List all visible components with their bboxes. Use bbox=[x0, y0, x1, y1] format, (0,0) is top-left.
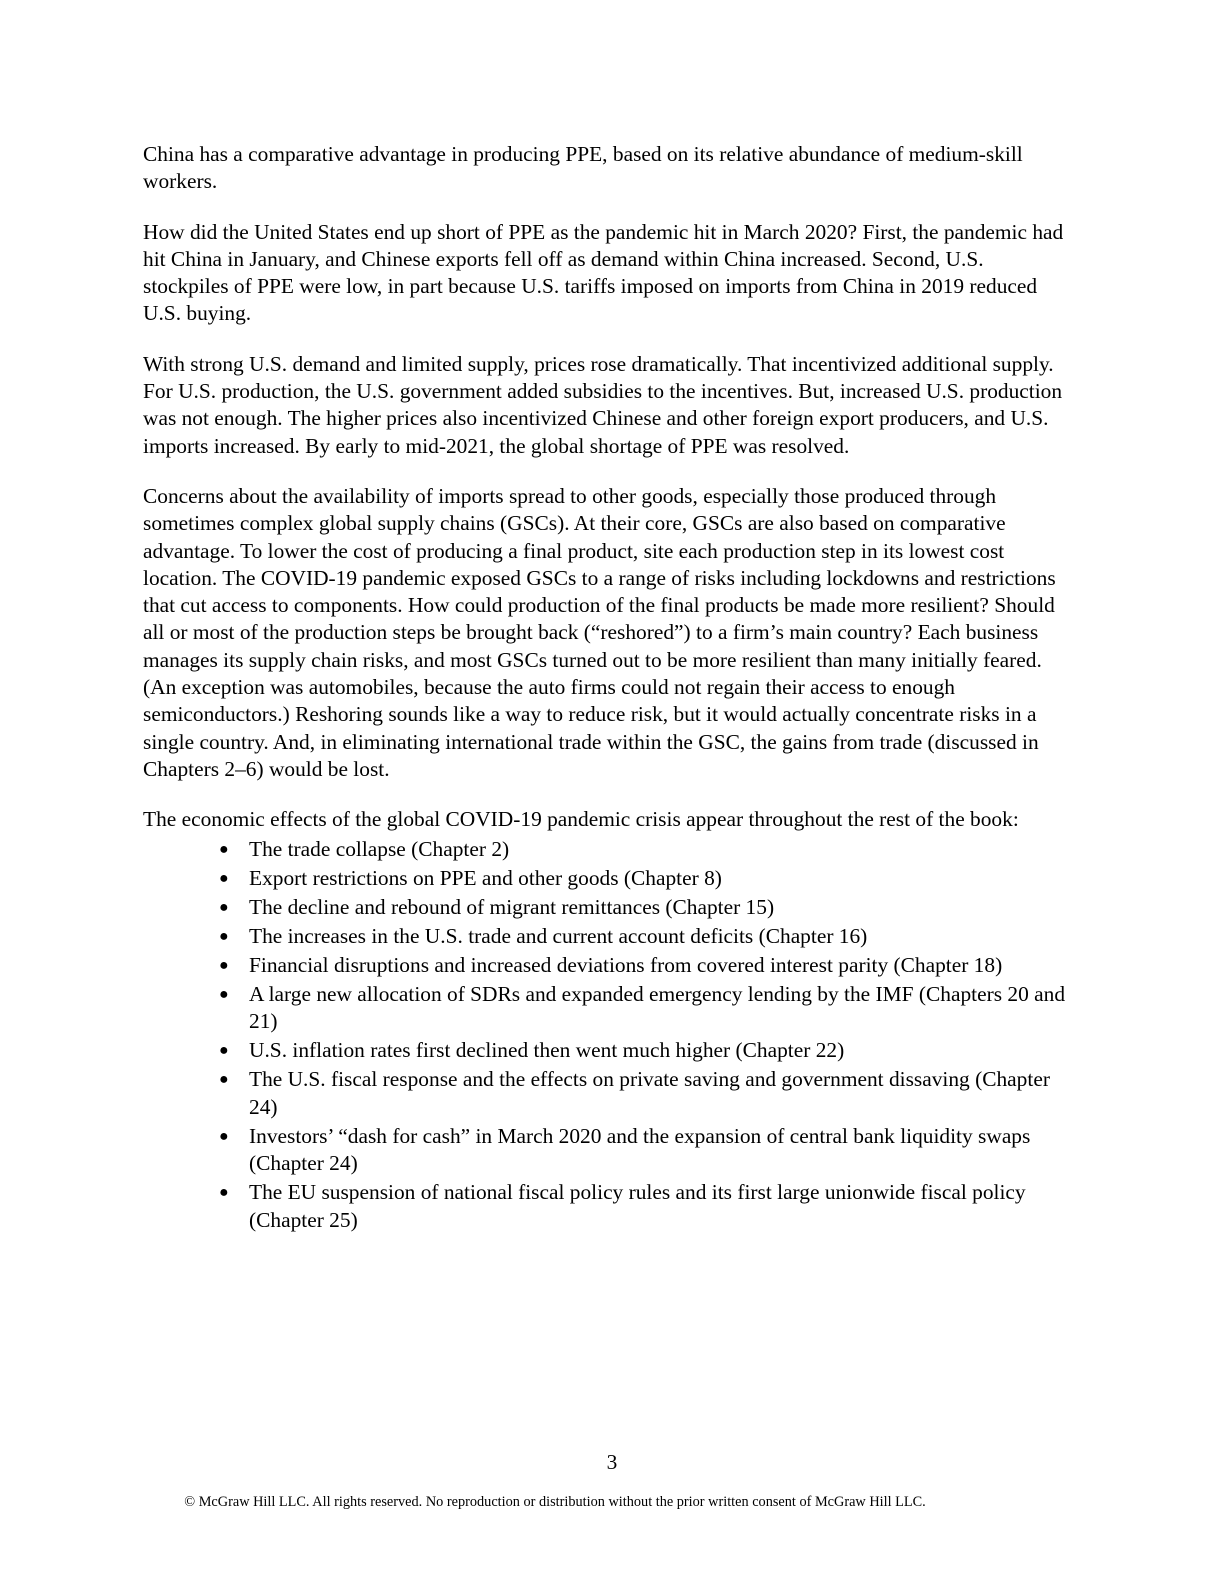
bullet-icon: ● bbox=[219, 986, 229, 1003]
paragraph-ppe-advantage: China has a comparative advantage in producing PPE, based on its relative abundance of medium-skill workers. bbox=[143, 142, 1023, 194]
copyright-footer: © McGraw Hill LLC. All rights reserved. No reproduction or distribution without the prior written consent of McGraw Hill LLC. bbox=[184, 1494, 926, 1510]
list-item bbox=[143, 865, 1073, 892]
bullet-icon: ● bbox=[219, 869, 229, 887]
list-item bbox=[143, 836, 1073, 863]
list-item bbox=[143, 981, 1073, 1036]
list-item bbox=[143, 923, 1073, 950]
bullet-icon: ● bbox=[219, 1127, 229, 1145]
bullet-icon: ● bbox=[219, 927, 229, 945]
list-item-text: The increases in the U.S. trade and current account deficits (Chapter 16) bbox=[249, 923, 868, 948]
list-item-text: The EU suspension of national fiscal policy rules and its first large unionwide fiscal policy (Chapter 25) bbox=[249, 1180, 1026, 1232]
list-item bbox=[143, 1037, 1073, 1064]
bullet-icon: ● bbox=[219, 898, 229, 916]
list-item bbox=[143, 1123, 1073, 1178]
list-item-text: The decline and rebound of migrant remittances (Chapter 15) bbox=[249, 894, 775, 919]
bullet-icon: ● bbox=[219, 956, 229, 974]
list-item-text: Export restrictions on PPE and other goods (Chapter 8) bbox=[249, 865, 722, 890]
list-item bbox=[143, 952, 1073, 979]
list-item-text: The U.S. fiscal response and the effects on private saving and government dissaving (Chapter 24) bbox=[249, 1067, 1050, 1119]
list-item-text: Investors’ “dash for cash” in March 2020 and the expansion of central bank liquidity swaps (Chapter 24) bbox=[249, 1123, 1031, 1176]
list-item bbox=[143, 1179, 1073, 1234]
paragraph-ppe-shortage: How did the United States end up short of PPE as the pandemic hit in March 2020? First, the pandemic had hit China in January, and Chinese exports fell off as demand within China increased. Second, U.S. stockpiles of PPE were low, in part because U.S. tariffs imposed on imports from China in 2019 reduced U.S. buying. bbox=[143, 219, 1064, 326]
bullet-icon: ● bbox=[219, 840, 229, 858]
chapter-bullet-list bbox=[143, 836, 1073, 1234]
paragraph-global-supply-chains: Concerns about the availability of imports spread to other goods, especially those produced through sometimes complex global supply chains (GSCs). At their core, GSCs are also based on comparative advantage. To lower the cost of producing a final product, site each production step in its lowest cost location. The COVID-19 pandemic exposed GSCs to a range of risks including lockdowns and restrictions that cut access to components. How could production of the final products be made more resilient? Should all or most of the production steps be brought back (“reshored”) to a firm’s main country? Each business manages its supply chain risks, and most GSCs turned out to be more resilient than many initially feared. (An exception was automobiles, because the auto firms could not regain their access to enough semiconductors.) Reshoring sounds like a way to reduce risk, but it would actually concentrate risks in a single country. And, in eliminating international trade within the GSC, the gains from trade (discussed in Chapters 2–6) would be lost. bbox=[143, 483, 1056, 781]
list-item-text: Financial disruptions and increased deviations from covered interest parity (Chapter 18) bbox=[249, 952, 1003, 977]
bullet-icon: ● bbox=[219, 1042, 229, 1060]
page-number: 3 bbox=[606, 1450, 618, 1474]
paragraph-book-overview: The economic effects of the global COVID-19 pandemic crisis appear throughout the rest of the book: bbox=[143, 807, 1019, 832]
bullet-icon: ● bbox=[219, 1184, 229, 1202]
bullet-icon: ● bbox=[219, 1071, 229, 1089]
list-item-text: U.S. inflation rates first declined then went much higher (Chapter 22) bbox=[249, 1038, 845, 1063]
list-item-text: A large new allocation of SDRs and expanded emergency lending by the IMF (Chapters 20 and 21) bbox=[249, 982, 1066, 1034]
list-item-text: The trade collapse (Chapter 2) bbox=[249, 836, 510, 861]
page-body bbox=[143, 141, 1073, 1236]
list-item bbox=[143, 1066, 1073, 1121]
list-item bbox=[143, 894, 1073, 921]
paragraph-supply-response: With strong U.S. demand and limited supply, prices rose dramatically. That incentivized additional supply. For U.S. production, the U.S. government added subsidies to the incentives. But, increased U.S. production was not enough. The higher prices also incentivized Chinese and other foreign export producers, and U.S. imports increased. By early to mid-2021, the global shortage of PPE was resolved. bbox=[143, 351, 1063, 458]
